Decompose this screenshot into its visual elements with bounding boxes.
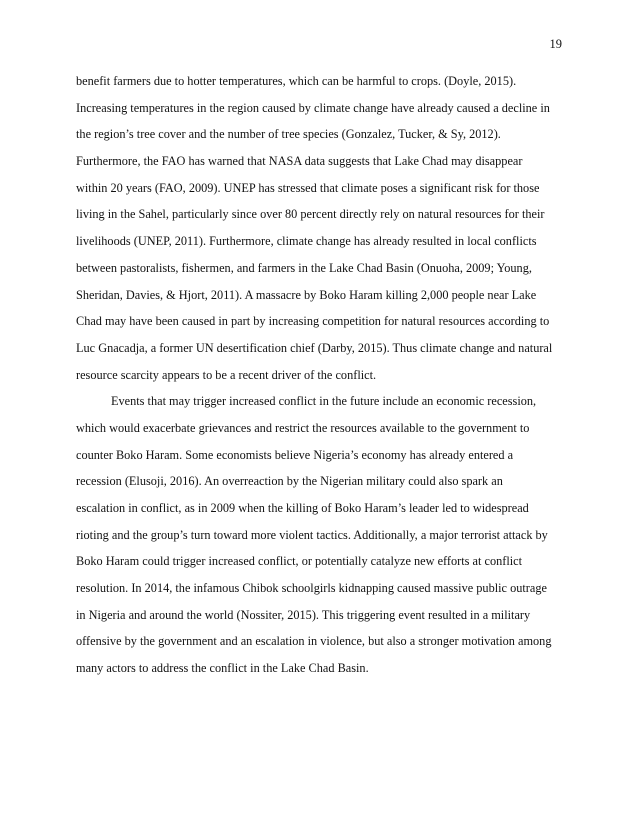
text-line: resolution. In 2014, the infamous Chibok schoolgirls kidnapping caused massive public outrage bbox=[76, 581, 547, 596]
text-line: which would exacerbate grievances and restrict the resources available to the government to bbox=[76, 420, 530, 435]
text-line: Sheridan, Davies, & Hjort, 2011). A massacre by Boko Haram killing 2,000 people near Lake bbox=[76, 287, 537, 302]
text-line: Boko Haram could trigger increased conflict, or potentially catalyze new efforts at conflict bbox=[76, 554, 523, 569]
text-line: between pastoralists, fishermen, and farmers in the Lake Chad Basin (Onuoha, 2009; Young, bbox=[76, 260, 532, 275]
text-line: resource scarcity appears to be a recent driver of the conflict. bbox=[76, 367, 377, 382]
text-line: escalation in conflict, as in 2009 when the killing of Boko Haram’s leader led to widespread bbox=[76, 501, 529, 515]
text-line: counter Boko Haram. Some economists believe Nigeria’s economy has already entered a bbox=[76, 447, 514, 462]
text-line: Chad may have been caused in part by increasing competition for natural resources according to bbox=[76, 314, 550, 329]
page-number: 19 bbox=[549, 37, 562, 51]
paragraph-start-line: Events that may trigger increased conflict in the future include an economic recession, bbox=[111, 394, 537, 409]
body-text bbox=[76, 68, 568, 682]
text-line: many actors to address the conflict in the Lake Chad Basin. bbox=[76, 661, 369, 676]
text-line: living in the Sahel, particularly since over 80 percent directly rely on natural resources for their bbox=[76, 207, 545, 222]
text-line: livelihoods (UNEP, 2011). Furthermore, climate change has already resulted in local conflicts bbox=[76, 234, 537, 249]
text-line: benefit farmers due to hotter temperatures, which can be harmful to crops. (Doyle, 2015). bbox=[76, 74, 517, 88]
text-line: recession (Elusoji, 2016). An overreaction by the Nigerian military could also spark an bbox=[76, 474, 503, 489]
text-line: in Nigeria and around the world (Nossiter, 2015). This triggering event resulted in a military bbox=[76, 607, 531, 622]
text-line: Increasing temperatures in the region caused by climate change have already caused a decline in bbox=[76, 100, 550, 115]
text-line: Furthermore, the FAO has warned that NASA data suggests that Lake Chad may disappear bbox=[76, 154, 523, 169]
text-line: rioting and the group’s turn toward more violent tactics. Additionally, a major terrorist attack by bbox=[76, 527, 548, 542]
text-line: within 20 years (FAO, 2009). UNEP has stressed that climate poses a significant risk for those bbox=[76, 180, 540, 195]
text-line: the region’s tree cover and the number of tree species (Gonzalez, Tucker, & Sy, 2012). bbox=[76, 127, 501, 142]
text-line: Luc Gnacadja, a former UN desertification chief (Darby, 2015). Thus climate change and natural bbox=[76, 340, 553, 355]
text-line: offensive by the government and an escalation in violence, but also a stronger motivation among bbox=[76, 634, 552, 649]
